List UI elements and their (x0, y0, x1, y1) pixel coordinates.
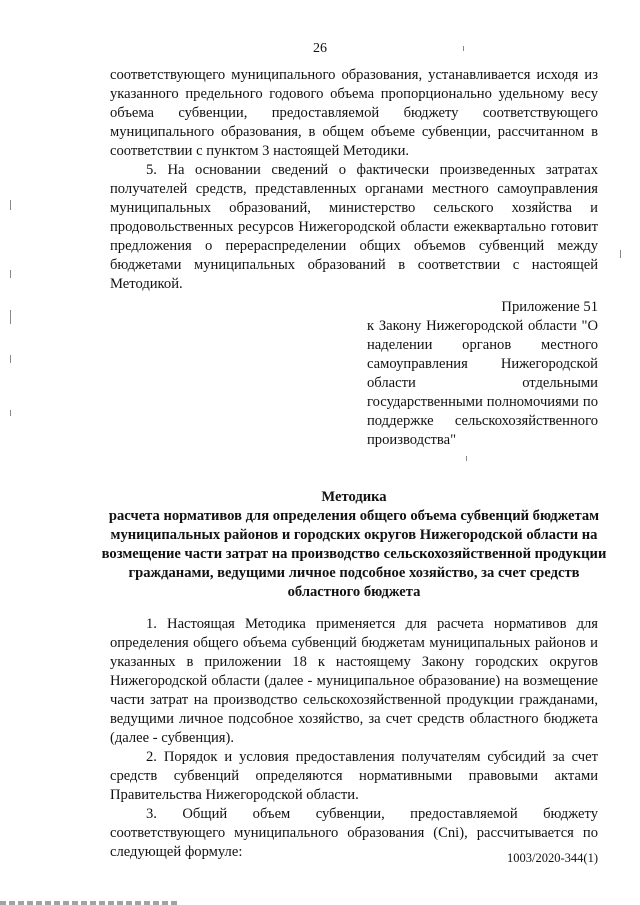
scan-mark (10, 310, 11, 324)
scan-mark (10, 200, 11, 210)
paragraph-1: 1. Настоящая Методика применяется для расчета нормативов для определения общего объема субвенций бюджетам муниципальных районов и указанных в приложении 18 к настоящему Закону городских округов Нижегородской области (далее - муниципальное образование) на возмещение части затрат на производство сельскохозяйственной продукции гражданами, ведущими личное подсобное хозяйство, за счет средств областного бюджета (далее - субвенция). (110, 616, 598, 746)
page-number: 26 (313, 41, 327, 56)
scan-mark (463, 46, 464, 51)
scan-mark (10, 270, 11, 278)
title-heading: Методика (321, 489, 387, 505)
document-code: 1003/2020-344(1) (507, 851, 598, 865)
paragraph-continuation: соответствующего муниципального образования, устанавливается исходя из указанного предельного годового объема пропорционально удельному весу объема субвенции, предоставляемой бюджету соответствующего муниципального образования, в общем объеме субвенции, рассчитанном в соответствии с пунктом 3 настоящей Методики. (110, 67, 598, 159)
title-subheading: расчета нормативов для определения общего объема субвенций бюджетам муниципальных районов и городских округов Нижегородской области на возмещение части затрат на производство сельскохозяйственной продукции гражданами, ведущими личное подсобное хозяйство, за счет средств областного бюджета (101, 508, 607, 600)
appendix-reference (367, 298, 598, 450)
paragraph-3: 3. Общий объем субвенции, предоставляемой бюджету соответствующего муниципального образования (Cni), рассчитывается по следующей формуле: (110, 806, 598, 860)
appendix-body: к Закону Нижегородской области "О наделении органов местного самоуправления Нижегородской области отдельными государственными полномочиями по поддержке сельскохозяйственного производства" (367, 318, 598, 448)
scan-mark (10, 410, 11, 416)
document-title (100, 488, 608, 602)
scan-mark (620, 250, 621, 258)
paragraph-5: 5. На основании сведений о фактически произведенных затратах получателей средств, представленных органами местного самоуправления муниципальных образований, министерство сельского хозяйства и продовольственных ресурсов Нижегородской области ежеквартально готовит предложения о перераспределении общих объемов субвенций между бюджетами муниципальных образований в соответствии с настоящей Методикой. (110, 162, 598, 292)
scan-mark (466, 456, 467, 461)
paragraph-2: 2. Порядок и условия предоставления получателям субсидий за счет средств субвенций определяются нормативными правовыми актами Правительства Нижегородской области. (110, 749, 598, 803)
appendix-label: Приложение 51 (501, 299, 598, 315)
scan-edge-strip (0, 901, 180, 905)
text-block-methodology (110, 615, 598, 862)
text-block-top (110, 66, 598, 294)
scan-mark (10, 355, 11, 363)
